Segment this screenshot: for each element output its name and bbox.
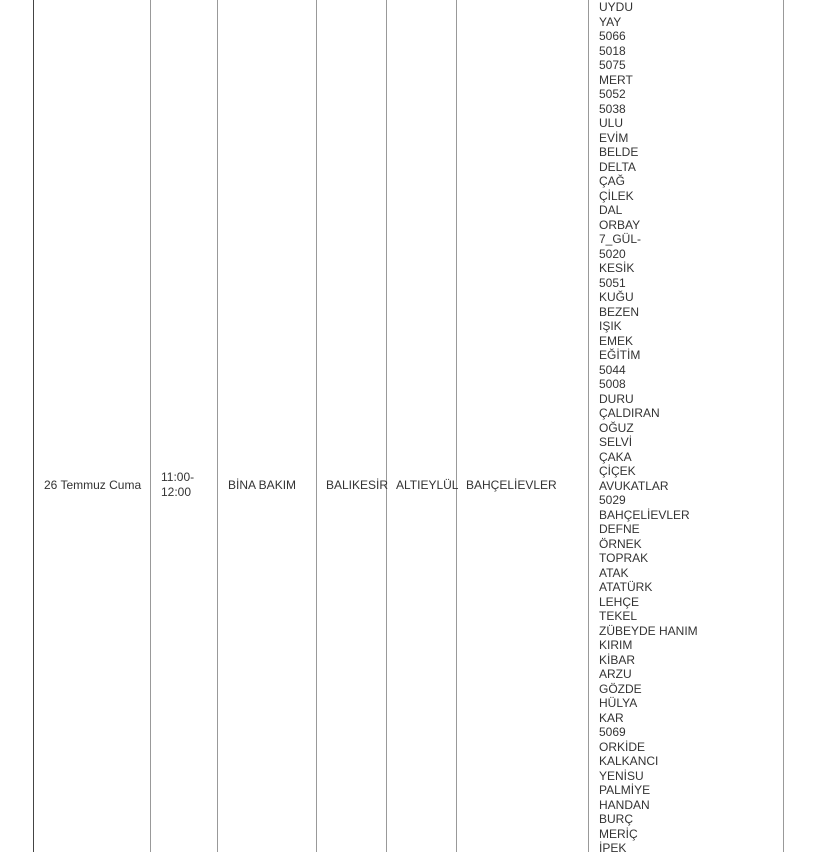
neighborhood-cell: BAHÇELİEVLER <box>466 478 557 492</box>
table-border-left <box>33 0 34 852</box>
street-item: ATAK <box>599 565 629 580</box>
street-item: 5020 <box>599 246 626 261</box>
street-item: ATATÜRK <box>599 580 653 594</box>
street-item: ÇİÇEK <box>599 464 636 478</box>
street-item: 5052 <box>599 87 626 101</box>
district-cell: ALTIEYLÜL <box>396 478 459 492</box>
street-item: BURÇ <box>599 812 634 826</box>
street-item: ÇALDIRAN <box>599 406 660 420</box>
street-item: DAL <box>599 203 623 217</box>
street-item: EVİM <box>599 130 629 145</box>
column-divider <box>456 0 457 852</box>
column-divider <box>150 0 151 852</box>
street-item: 7_GÜL- <box>599 232 642 246</box>
street-item: YENİSU <box>599 768 644 783</box>
table-border-right <box>783 0 784 852</box>
street-item: ORBAY <box>599 217 641 232</box>
street-list <box>599 0 698 852</box>
column-divider <box>217 0 218 852</box>
street-item: 5066 <box>599 29 626 43</box>
street-item: MERT <box>599 72 633 87</box>
street-item: PALMİYE <box>599 783 651 797</box>
street-item: KIRIM <box>599 638 633 652</box>
street-item: MERİÇ <box>599 826 638 841</box>
street-item: HANDAN <box>599 797 650 812</box>
street-item: IŞIK <box>599 319 622 333</box>
street-item: 5008 <box>599 377 626 391</box>
street-item: BEZEN <box>599 304 640 319</box>
street-item: ORKİDE <box>599 739 646 754</box>
street-item: ÇAKA <box>599 449 632 464</box>
street-item: DELTA <box>599 159 636 174</box>
street-item: LEHÇE <box>599 594 640 609</box>
street-item: TOPRAK <box>599 551 649 565</box>
street-item: ÇİLEK <box>599 188 634 203</box>
street-item: HÜLYA <box>599 696 638 710</box>
street-item: YAY <box>599 14 622 29</box>
city-cell: BALIKESİR <box>326 478 389 492</box>
street-item: 5051 <box>599 275 626 290</box>
street-item: KALKANCI <box>599 754 659 768</box>
column-divider <box>316 0 317 852</box>
street-item: BAHÇELİEVLER <box>599 507 690 522</box>
street-item: KUĞU <box>599 290 634 304</box>
street-item: KESİK <box>599 261 635 275</box>
street-item: 5075 <box>599 58 626 72</box>
street-item: ÖRNEK <box>599 536 642 551</box>
street-item: EMEK <box>599 333 634 348</box>
column-divider <box>588 0 589 852</box>
date-cell: 26 Temmuz Cuma <box>44 478 142 492</box>
street-item: 5044 <box>599 362 626 377</box>
street-item: EĞİTİM <box>599 348 641 362</box>
street-item: 5038 <box>599 101 626 116</box>
street-item: DEFNE <box>599 522 640 536</box>
street-item: SELVİ <box>599 435 633 449</box>
street-item: BELDE <box>599 145 639 159</box>
street-item: ZÜBEYDE HANIM <box>599 623 698 638</box>
street-item: GÖZDE <box>599 681 642 696</box>
time-cell-end: 12:00 <box>161 485 192 499</box>
street-item: AVUKATLAR <box>599 478 669 493</box>
work-type-cell: BİNA BAKIM <box>228 478 297 492</box>
street-item: İPEK <box>599 841 627 852</box>
street-item: DURU <box>599 391 634 406</box>
street-item: 5029 <box>599 493 626 507</box>
column-divider <box>386 0 387 852</box>
street-item: KAR <box>599 710 624 725</box>
street-item: ÇAĞ <box>599 174 626 188</box>
street-item: OĞUZ <box>599 420 634 435</box>
time-cell-start: 11:00- <box>161 470 195 484</box>
street-item: KİBAR <box>599 652 636 667</box>
street-item: 5069 <box>599 725 626 739</box>
street-item: UYDU <box>599 0 634 14</box>
street-item: ARZU <box>599 667 632 681</box>
street-item: 5018 <box>599 43 626 58</box>
street-item: ULU <box>599 116 624 130</box>
street-item: TEKEL <box>599 609 638 623</box>
